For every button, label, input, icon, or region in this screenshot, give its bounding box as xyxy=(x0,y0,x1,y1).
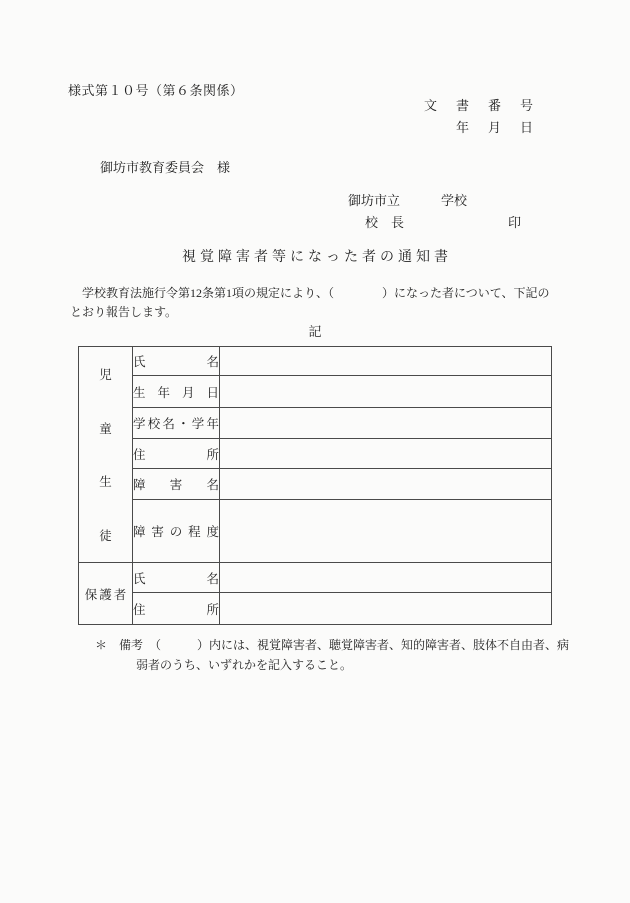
row-label-disability-name: 障害名 xyxy=(133,469,220,500)
school-suffix: 学校 xyxy=(441,193,468,208)
notification-table xyxy=(78,346,552,625)
input-cell-guardian-name[interactable] xyxy=(220,563,552,593)
row-label-guardian-address: 住所 xyxy=(133,593,220,625)
table-row xyxy=(79,469,552,500)
sender-principal-line xyxy=(365,212,521,231)
remarks-line-1: ＊ 備考 （ ）内には、視覚障害者、聴覚障害者、知的障害者、肢体不自由者、病 xyxy=(95,638,570,652)
notification-table-wrapper xyxy=(78,346,552,625)
school-name-blank[interactable] xyxy=(400,204,441,205)
sender-school-line xyxy=(348,190,467,209)
principal-label: 校 長 xyxy=(365,215,405,230)
page-title: 視覚障害者等になった者の通知書 xyxy=(182,250,452,265)
school-prefix: 御坊市立 xyxy=(348,193,401,208)
input-cell-address[interactable] xyxy=(220,439,552,469)
seal-label: 印 xyxy=(508,215,522,230)
row-label-address: 住所 xyxy=(133,439,220,469)
row-label-name: 氏名 xyxy=(133,347,220,376)
input-cell-school-grade[interactable] xyxy=(220,408,552,439)
remarks-line-2: 弱者のうち、いずれかを記入すること。 xyxy=(136,658,353,672)
addressee: 御坊市教育委員会 様 xyxy=(100,160,231,175)
record-marker: 記 xyxy=(308,324,322,339)
row-label-school-grade: 学校名・学年 xyxy=(133,408,220,439)
student-group-header xyxy=(79,347,133,563)
date-label: 年月日 xyxy=(455,120,552,135)
input-cell-name[interactable] xyxy=(220,347,552,376)
row-label-birthdate: 生年月日 xyxy=(133,376,220,408)
input-cell-disability-degree[interactable] xyxy=(220,500,552,563)
body-line-2: とおり報告します。 xyxy=(70,305,178,319)
table-row xyxy=(79,408,552,439)
body-paragraph xyxy=(70,284,575,322)
form-number: 様式第１０号（第６条関係） xyxy=(68,83,244,98)
student-group-char: 児 xyxy=(99,368,112,383)
guardian-group-header: 保護者 xyxy=(79,563,133,625)
table-row xyxy=(79,593,552,625)
table-row xyxy=(79,500,552,563)
row-label-guardian-name: 氏名 xyxy=(133,563,220,593)
principal-name-blank[interactable] xyxy=(404,226,508,227)
table-row xyxy=(79,439,552,469)
student-group-char: 童 xyxy=(99,421,112,436)
input-cell-disability-name[interactable] xyxy=(220,469,552,500)
student-group-char: 生 xyxy=(99,475,112,490)
table-row xyxy=(79,376,552,408)
input-cell-guardian-address[interactable] xyxy=(220,593,552,625)
table-row xyxy=(79,563,552,593)
remarks-note xyxy=(95,635,569,675)
doc-number-label: 文書番号 xyxy=(423,98,552,113)
table-row xyxy=(79,347,552,376)
body-line-1: 学校教育法施行令第12条第1項の規定により、（ ）になった者について、下記の xyxy=(70,286,550,300)
row-label-disability-degree: 障害の程度 xyxy=(133,500,220,563)
document-reference-block xyxy=(424,95,552,139)
input-cell-birthdate[interactable] xyxy=(220,376,552,408)
student-group-char: 徒 xyxy=(99,528,112,543)
